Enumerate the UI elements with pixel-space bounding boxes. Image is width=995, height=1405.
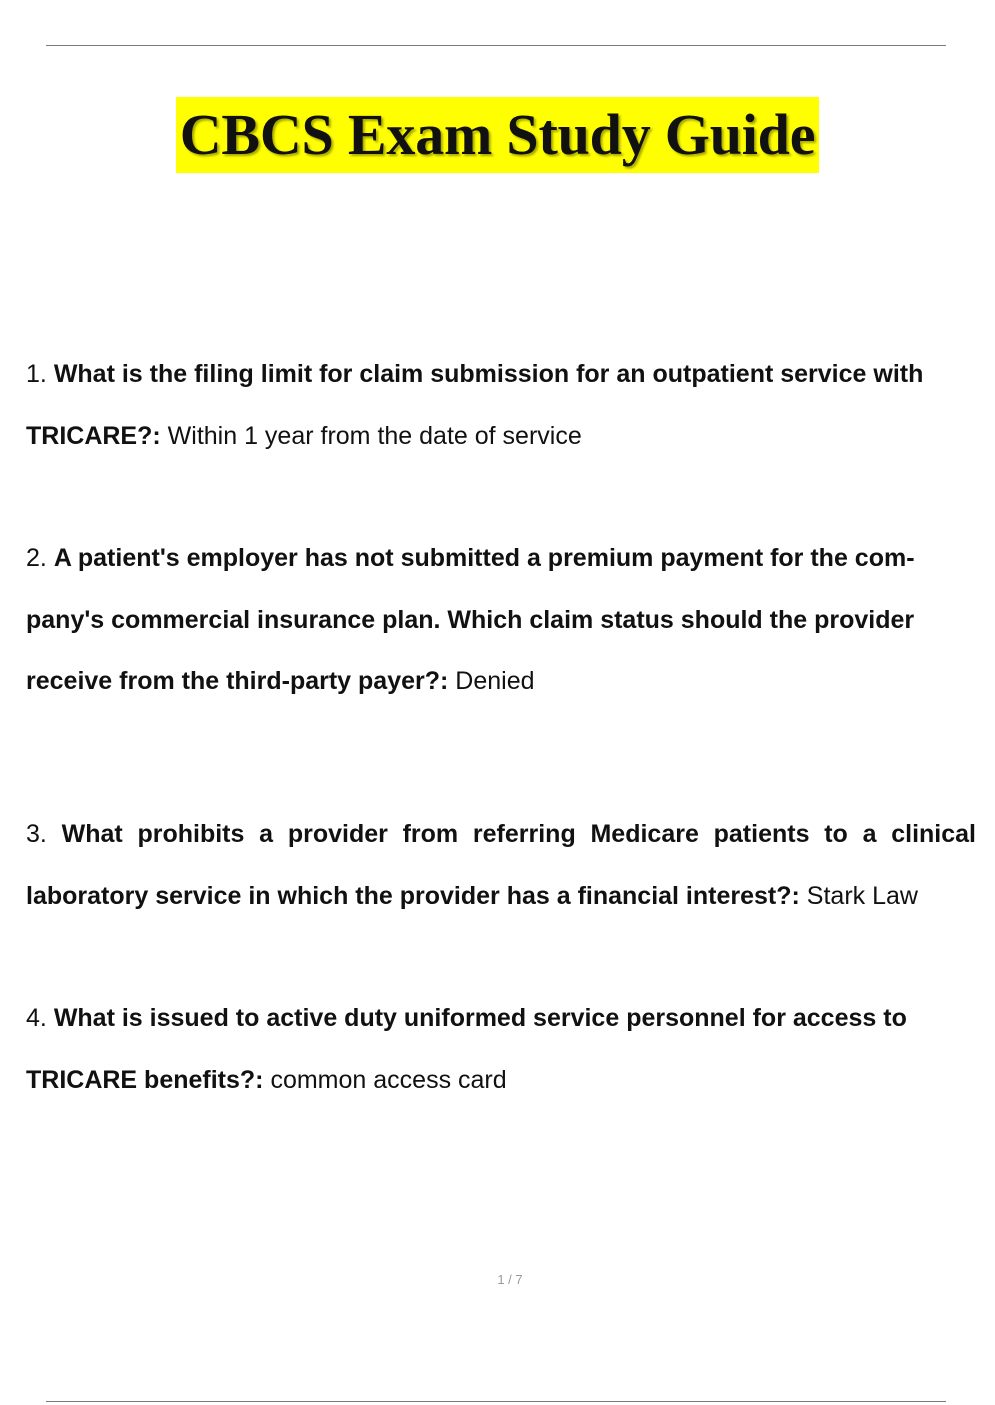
qa-item-1 [26, 344, 976, 467]
qa-question: What is issued to active duty uniformed service personnel for access to TRICARE benefits?: [26, 1004, 907, 1094]
qa-number: 4. [26, 1004, 47, 1032]
document-title: CBCS Exam Study Guide [176, 97, 820, 173]
qa-item-2 [26, 528, 976, 713]
title-container [0, 97, 995, 173]
qa-item-3 [26, 804, 976, 927]
page-indicator: 1 / 7 [497, 1272, 523, 1287]
qa-number: 3. [26, 820, 47, 848]
qa-question: A patient's employer has not submitted a premium payment for the com-pany's commercial insurance plan. Which claim status should the provider receive from the third-party payer?: [26, 544, 915, 695]
qa-answer: common access card [270, 1065, 507, 1094]
qa-question: What prohibits a provider from referring Medicare patients to a clinical laboratory service in which the provider has a financial interest?: [26, 820, 977, 910]
qa-number: 2. [26, 544, 47, 572]
qa-number: 1. [26, 360, 47, 388]
qa-answer: Denied [455, 667, 535, 695]
top-divider [46, 45, 946, 46]
qa-question: What is the filing limit for claim submission for an outpatient service with TRICARE?: [26, 360, 924, 450]
qa-answer: Within 1 year from the date of service [167, 421, 582, 450]
qa-answer: Stark Law [806, 881, 918, 910]
qa-item-4 [26, 988, 976, 1111]
bottom-divider [46, 1401, 946, 1402]
